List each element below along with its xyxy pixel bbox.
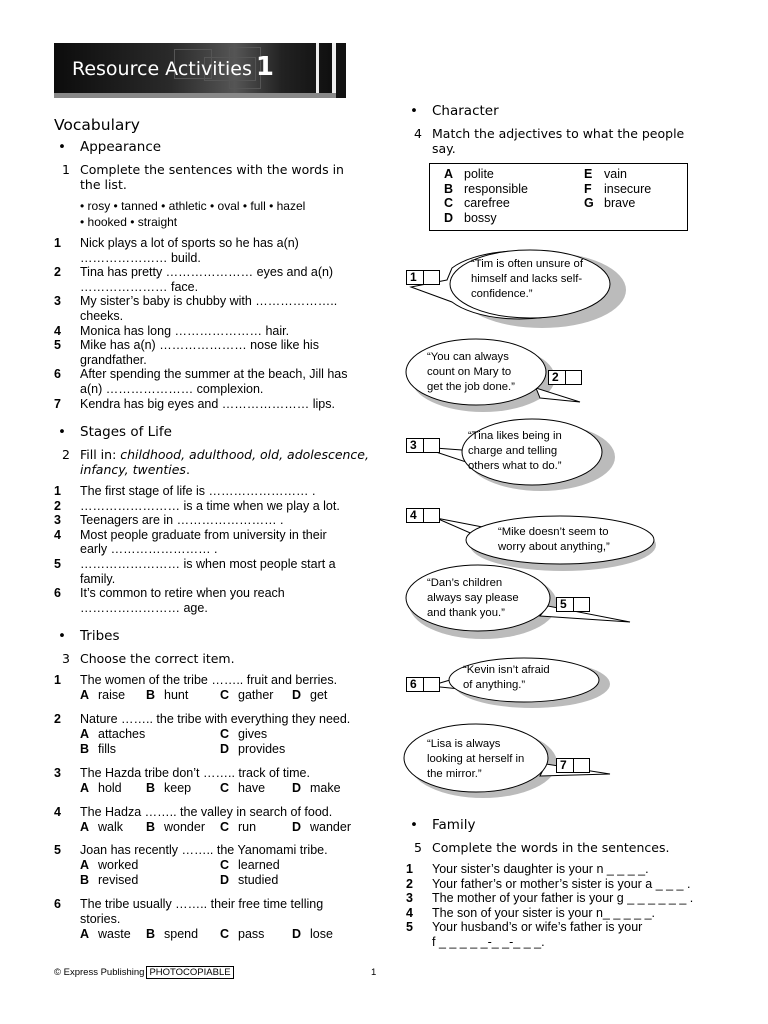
adjectives-col-2: E vain F insecure G brave [584, 167, 652, 210]
item-text: …………………… is when most people start a family. [80, 556, 336, 586]
option-text: learned [238, 858, 280, 872]
tribe-question [54, 712, 374, 727]
item-text: Nature …….. the tribe with everything they need. [80, 712, 351, 726]
option-letter: B [80, 872, 90, 887]
item-number: 6 [54, 897, 61, 911]
option-text: attaches [98, 727, 146, 741]
option-text: raise [98, 688, 126, 702]
option[interactable] [146, 820, 205, 835]
option-letter: D [220, 872, 230, 887]
item-text: Monica has long ………………… hair. [80, 323, 290, 338]
answer-box-3[interactable]: 3 [406, 438, 440, 453]
item-text: Nick plays a lot of sports so he has a(n) ………………… build. [80, 236, 299, 265]
option-letter: C [220, 688, 230, 702]
option-text: wonder [164, 820, 205, 834]
item-number: 5 [54, 843, 61, 857]
option[interactable] [146, 781, 191, 796]
bubble-1-text: “Tim is often unsure of himself and lacks self- confidence.” [471, 258, 583, 300]
bubble-4-text: “Mike doesn’t seem to worry about anything,” [498, 526, 610, 553]
section-family: • Family [410, 817, 476, 833]
appearance-item [54, 397, 364, 412]
family-item [406, 877, 726, 892]
item-number: 5 [406, 920, 413, 935]
item-number: 2 [54, 498, 61, 513]
stages-item [54, 586, 364, 615]
item-number: 3 [54, 766, 61, 780]
item-text: Your sister’s daughter is your n _ _ _ _. [432, 862, 649, 876]
appearance-item [54, 324, 364, 339]
item-number: 1 [54, 673, 61, 687]
item-text: Your husband’s or wife’s father is your f _ _ _ _ _-_ _-_ _ _. [432, 920, 643, 949]
instruction-2: 2 Fill in: childhood, adulthood, old, adolescence, infancy, twenties. [62, 447, 369, 477]
option-text: provides [238, 741, 286, 756]
footer-publisher: © Express Publishing PHOTOCOPIABLE [54, 967, 234, 978]
option[interactable] [292, 781, 341, 796]
item-text: The son of your sister is your n_ _ _ _ _. [432, 905, 656, 920]
item-number: 2 [54, 712, 61, 726]
item-text: It’s common to retire when you reach …………………… age. [80, 586, 285, 615]
option-letter: A [80, 727, 90, 741]
family-item [406, 906, 726, 921]
appearance-item [54, 265, 364, 294]
answer-box-2[interactable]: 2 [548, 370, 582, 385]
stages-item [54, 484, 364, 499]
option-text: have [238, 781, 266, 795]
option-letter: B [146, 688, 156, 702]
option-letter: A [80, 858, 90, 872]
option[interactable] [80, 781, 122, 796]
item-number: 5 [54, 556, 61, 571]
option[interactable] [80, 742, 116, 757]
tribe-question [54, 897, 374, 926]
option-letter: D [292, 688, 302, 702]
option[interactable] [292, 688, 327, 703]
item-number: 4 [406, 905, 413, 920]
option-text: pass [238, 927, 265, 941]
option-letter: B [146, 927, 156, 941]
bubble-2-text: “You can always count on Mary to get the job done.” [427, 351, 515, 393]
bubble-3-text: “Tina likes being in charge and telling others what to do.” [468, 430, 562, 472]
banner-number: 1 [255, 52, 274, 82]
answer-box-4[interactable]: 4 [406, 508, 440, 523]
item-number: 4 [54, 527, 61, 542]
page-number: 1 [371, 967, 377, 978]
item-number: 1 [406, 862, 413, 876]
appearance-item [54, 367, 364, 396]
item-text: Joan has recently …….. the Yanomami tribe. [80, 843, 328, 857]
option-letter: D [292, 781, 302, 795]
option[interactable] [80, 858, 138, 873]
answer-box-7[interactable]: 7 [556, 758, 590, 773]
option[interactable] [220, 820, 256, 835]
option-text: wander [310, 820, 351, 834]
item-number: 4 [54, 323, 61, 338]
option-letter: B [146, 820, 156, 834]
option[interactable] [220, 858, 280, 873]
option-text: spend [164, 927, 199, 941]
option-text: hunt [164, 688, 189, 702]
section-stages-of-life: • Stages of Life [58, 424, 172, 440]
tribe-question [54, 673, 374, 688]
item-text: The first stage of life is …………………… . [80, 484, 316, 498]
instruction-3: 3 Choose the correct item. [62, 651, 235, 666]
option[interactable] [80, 688, 125, 703]
item-number: 5 [54, 338, 61, 353]
option-text: revised [98, 872, 139, 887]
item-text: Your father’s or mother’s sister is your a _ _ _ . [432, 876, 691, 891]
family-item [406, 862, 726, 877]
option[interactable] [146, 927, 198, 942]
item-number: 7 [54, 396, 61, 411]
option-letter: C [220, 781, 230, 795]
stages-items [54, 484, 364, 615]
option-letter: A [80, 820, 90, 834]
option-letter: B [146, 781, 156, 795]
item-number: 6 [54, 586, 61, 601]
option[interactable] [80, 927, 131, 942]
option-text: hold [98, 781, 122, 795]
tribe-question [54, 805, 374, 820]
appearance-item [54, 236, 364, 265]
option[interactable] [80, 873, 138, 888]
item-text: Tina has pretty ………………… eyes and a(n) ………………… face. [80, 265, 334, 294]
option-letter: D [292, 820, 302, 834]
option-letter: D [292, 927, 302, 941]
item-text: My sister’s baby is chubby with ……………….. cheeks. [80, 294, 338, 323]
item-number: 3 [54, 513, 61, 528]
item-number: 2 [54, 265, 61, 280]
appearance-item [54, 294, 364, 323]
item-number: 3 [54, 294, 61, 309]
item-number: 3 [406, 891, 413, 906]
adjectives-col-1: A polite B responsible C carefree D bossy [444, 167, 528, 225]
item-text: The women of the tribe …….. fruit and berries. [80, 673, 338, 687]
option-text: studied [238, 872, 279, 887]
instruction-4: 4 Match the adjectives to what the people say. [414, 126, 685, 156]
option-text: keep [164, 781, 192, 795]
option-letter: D [220, 741, 230, 756]
option-text: lose [310, 927, 333, 941]
word-list: • rosy • tanned • athletic • oval • full • hazel • hooked • straight [80, 199, 306, 229]
item-text: The mother of your father is your g _ _ _ _ _ _ . [432, 891, 694, 906]
option-letter: A [80, 781, 90, 795]
option-letter: C [220, 858, 230, 872]
option-text: gather [238, 688, 274, 702]
item-text: The Hazda tribe don’t …….. track of time. [80, 766, 310, 780]
item-number: 4 [54, 805, 61, 819]
section-appearance: • Appearance [58, 139, 162, 155]
option-text: worked [98, 858, 139, 872]
option-text: walk [98, 820, 124, 834]
option-text: get [310, 688, 328, 702]
instruction-1: 1 Complete the sentences with the words in the list. [62, 162, 344, 192]
stages-item [54, 513, 364, 528]
answer-box-5[interactable]: 5 [556, 597, 590, 612]
option[interactable] [80, 820, 123, 835]
option-letter: C [220, 927, 230, 941]
banner-end-block [336, 43, 346, 98]
option[interactable] [80, 727, 145, 742]
section-tribes: • Tribes [58, 628, 120, 644]
stages-item [54, 528, 364, 557]
item-text: Teenagers are in …………………… . [80, 513, 284, 528]
tribe-question [54, 766, 374, 781]
appearance-item [54, 338, 364, 367]
option[interactable] [220, 742, 285, 757]
title-banner [54, 43, 346, 98]
item-text: Mike has a(n) ………………… nose like his grandfather. [80, 338, 319, 367]
option-letter: C [220, 820, 230, 834]
option-letter: A [80, 927, 90, 941]
option[interactable] [220, 781, 265, 796]
banner-title: Resource Activities 1 [72, 52, 274, 82]
item-text: The tribe usually …….. their free time telling stories. [80, 897, 324, 926]
item-text: After spending the summer at the beach, Jill has a(n) ………………… complexion. [80, 367, 348, 396]
option-text: waste [98, 927, 131, 941]
adjectives-box [429, 163, 688, 231]
option-letter: C [220, 727, 230, 741]
option[interactable] [220, 727, 267, 742]
option[interactable] [220, 927, 264, 942]
answer-box-1[interactable]: 1 [406, 270, 440, 285]
photocopiable-label: PHOTOCOPIABLE [146, 966, 233, 979]
item-number: 1 [54, 236, 61, 250]
family-item [406, 891, 726, 906]
item-number: 1 [54, 484, 61, 498]
option-letter: A [80, 688, 90, 702]
option-text: run [238, 820, 257, 834]
tribes-items [54, 673, 374, 953]
answer-box-6[interactable]: 6 [406, 677, 440, 692]
option[interactable] [292, 820, 351, 835]
item-text: Kendra has big eyes and ………………… lips. [80, 396, 335, 411]
option[interactable] [292, 927, 333, 942]
bubble-5-text: “Dan’s children always say please and thank you.” [427, 577, 519, 619]
bubble-6-text: “Kevin isn’t afraid of anything.” [463, 664, 550, 691]
option-letter: B [80, 741, 90, 756]
tribe-question [54, 843, 374, 858]
item-text: …………………… is a time when we play a lot. [80, 498, 340, 513]
bubble-7-text: “Lisa is always looking at herself in the mirror.” [427, 738, 525, 780]
vocabulary-heading: Vocabulary [54, 116, 140, 134]
option[interactable] [146, 688, 188, 703]
appearance-items [54, 236, 364, 411]
option-text: gives [238, 727, 268, 741]
stages-item [54, 499, 364, 514]
family-items [406, 862, 726, 950]
option-text: make [310, 781, 341, 795]
family-item [406, 920, 726, 949]
item-number: 2 [406, 876, 413, 891]
option[interactable] [220, 873, 278, 888]
item-number: 6 [54, 367, 61, 382]
stages-item [54, 557, 364, 586]
instruction-5: 5 Complete the words in the sentences. [414, 840, 670, 855]
section-character: • Character [410, 103, 499, 119]
item-text: The Hadza …….. the valley in search of food. [80, 805, 333, 819]
item-text: Most people graduate from university in their early …………………… . [80, 527, 327, 557]
option-text: fills [98, 741, 117, 756]
option[interactable] [220, 688, 273, 703]
